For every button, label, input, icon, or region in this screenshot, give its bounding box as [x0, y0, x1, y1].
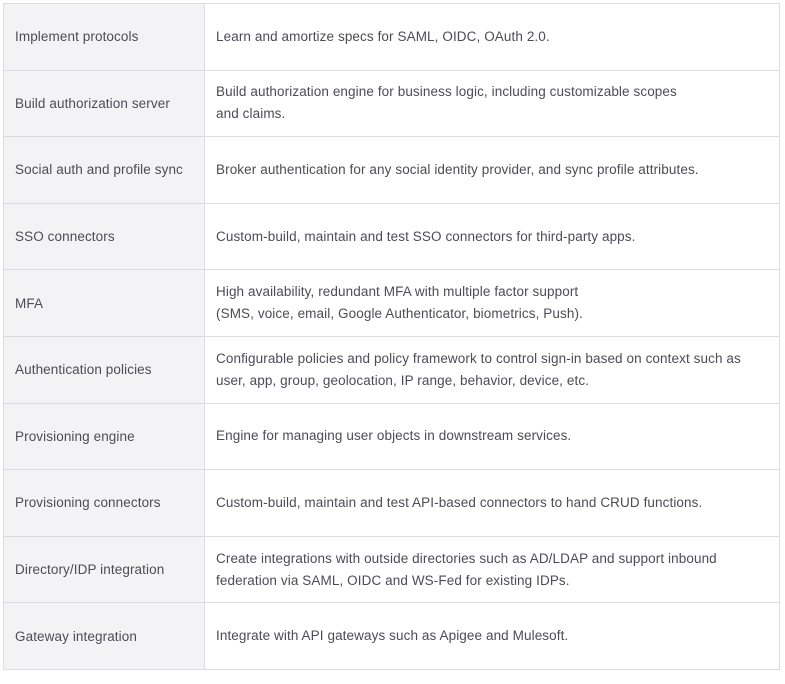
row-description [205, 337, 779, 403]
description-line: High availability, redundant MFA with multiple factor support [216, 284, 579, 300]
description-text [216, 548, 717, 592]
row-label: MFA [4, 270, 205, 336]
description-line: user, app, group, geolocation, IP range, behavior, device, etc. [216, 372, 590, 388]
row-label: Build authorization server [4, 71, 205, 137]
row-description [205, 470, 779, 536]
row-description [205, 270, 779, 336]
description-line: Broker authentication for any social identity provider, and sync profile attributes. [216, 161, 699, 177]
row-description [205, 537, 779, 603]
row-label: Gateway integration [4, 603, 205, 669]
description-text [216, 81, 677, 125]
row-description [205, 71, 779, 137]
table-row [4, 137, 779, 204]
description-text [216, 159, 699, 181]
description-line: Integrate with API gateways such as Apigee and Mulesoft. [216, 628, 569, 644]
row-label: Implement protocols [4, 4, 205, 70]
description-line: Create integrations with outside directories such as AD/LDAP and support inbound [216, 550, 717, 566]
feature-table [3, 3, 780, 670]
description-text [216, 625, 568, 647]
description-text [216, 348, 741, 392]
description-line: Configurable policies and policy framework to control sign-in based on context such as [216, 350, 741, 366]
row-description [205, 4, 779, 70]
table-row [4, 71, 779, 138]
row-label: Social auth and profile sync [4, 137, 205, 203]
description-line: Engine for managing user objects in downstream services. [216, 428, 572, 444]
row-label: Provisioning engine [4, 404, 205, 470]
description-text [216, 492, 702, 514]
description-text [216, 226, 636, 248]
table-row [4, 470, 779, 537]
row-description [205, 603, 779, 669]
table-row [4, 204, 779, 271]
table-row [4, 537, 779, 604]
table-row [4, 270, 779, 337]
description-line: Custom-build, maintain and test API-based connectors to hand CRUD functions. [216, 494, 703, 510]
row-label: SSO connectors [4, 204, 205, 270]
description-line: Build authorization engine for business logic, including customizable scopes [216, 84, 677, 100]
description-line: Learn and amortize specs for SAML, OIDC, OAuth 2.0. [216, 28, 550, 44]
table-row [4, 404, 779, 471]
table-row [4, 603, 779, 670]
row-description [205, 204, 779, 270]
row-description [205, 137, 779, 203]
description-line: federation via SAML, OIDC and WS-Fed for existing IDPs. [216, 572, 570, 588]
row-label: Directory/IDP integration [4, 537, 205, 603]
row-description [205, 404, 779, 470]
table-row [4, 337, 779, 404]
description-line: and claims. [216, 106, 286, 122]
row-label: Provisioning connectors [4, 470, 205, 536]
description-text [216, 26, 550, 48]
description-line: (SMS, voice, email, Google Authenticator, biometrics, Push). [216, 306, 583, 322]
table-row [4, 4, 779, 71]
description-line: Custom-build, maintain and test SSO connectors for third-party apps. [216, 228, 636, 244]
description-text [216, 281, 583, 325]
description-text [216, 425, 571, 447]
row-label: Authentication policies [4, 337, 205, 403]
